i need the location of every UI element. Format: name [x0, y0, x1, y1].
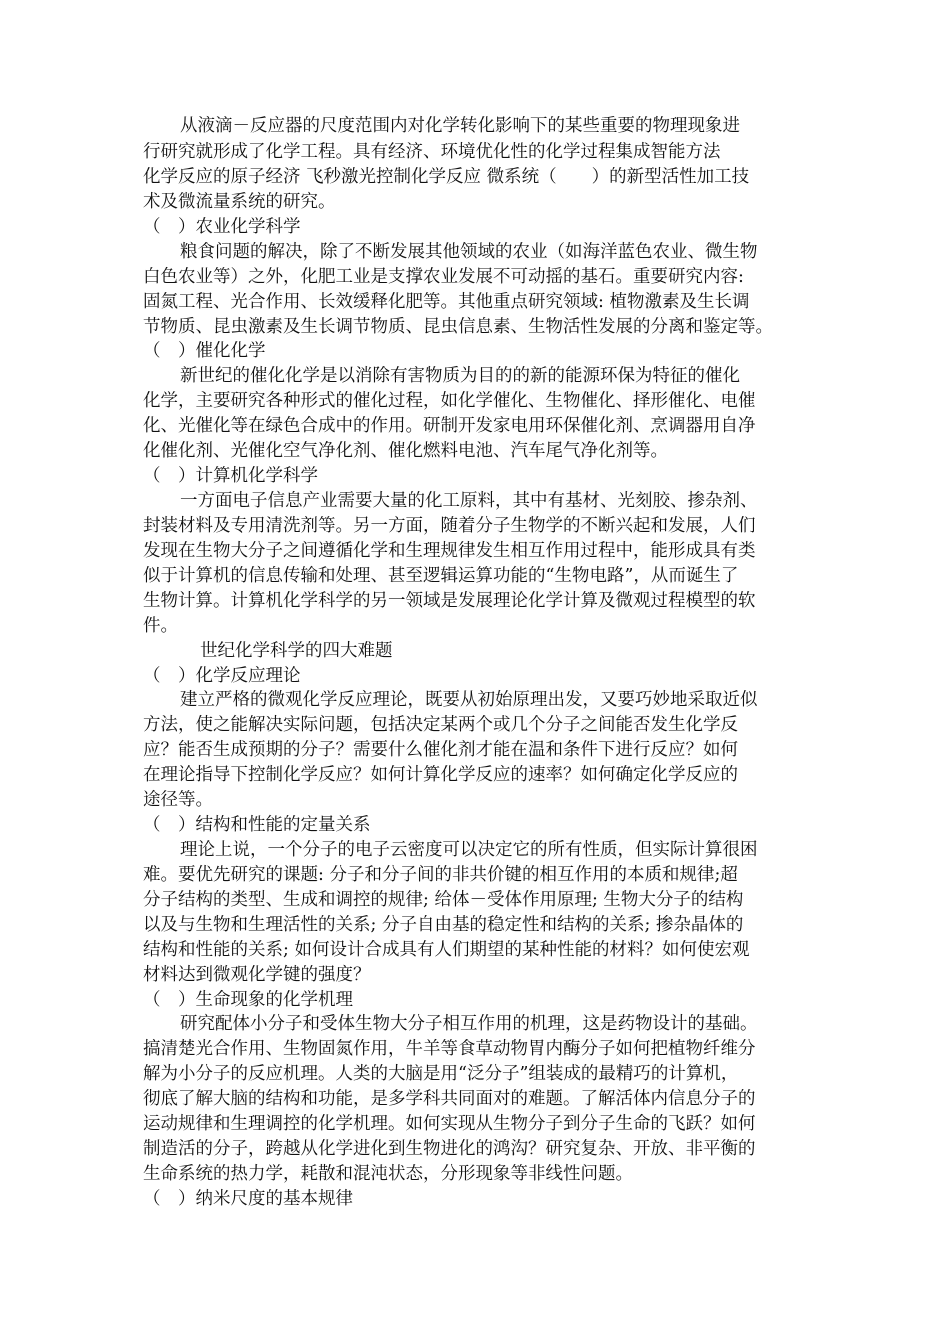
text-line: 方法，使之能解决实际问题，包括决定某两个或几个分子之间能否发生化学反	[143, 715, 738, 735]
text-line: 节物质、昆虫激素及生长调节物质、昆虫信息素、生物活性发展的分离和鉴定等。	[143, 317, 773, 337]
text-line: 应？能否生成预期的分子？需要什么催化剂才能在温和条件下进行反应？如何	[143, 740, 738, 760]
text-line: 件。	[143, 616, 178, 636]
section-heading: （ ）结构和性能的定量关系	[143, 815, 371, 835]
text-line: 化学，主要研究各种形式的催化过程，如化学催化、生物催化、择形催化、电催	[143, 391, 756, 411]
text-line: 白色农业等）之外，化肥工业是支撑农业发展不可动摇的基石。重要研究内容:	[143, 267, 744, 287]
text-line: 封装材料及专用清洗剂等。另一方面，随着分子生物学的不断兴起和发展，人们	[143, 516, 756, 536]
text-line: 行研究就形成了化学工程。具有经济、环境优化性的化学过程集成智能方法	[143, 142, 721, 162]
section-heading: （ ）计算机化学科学	[143, 466, 318, 486]
text-line: 以及与生物和生理活性的关系; 分子自由基的稳定性和结构的关系; 掺杂晶体的	[143, 915, 744, 935]
section-title: 世纪化学科学的四大难题	[200, 641, 393, 661]
text-line: 生命系统的热力学，耗散和混沌状态，分形现象等非线性问题。	[143, 1164, 633, 1184]
text-line: 化学反应的原子经济 飞秒激光控制化学反应 微系统（ ）的新型活性加工技	[143, 167, 750, 187]
text-line: 彻底了解大脑的结构和功能，是多学科共同面对的难题。了解活体内信息分子的	[143, 1089, 756, 1109]
section-heading: （ ）催化化学	[143, 341, 266, 361]
section-heading: （ ）生命现象的化学机理	[143, 990, 353, 1010]
text-line: 发现在生物大分子之间遵循化学和生理规律发生相互作用过程中，能形成具有类	[143, 541, 756, 561]
text-line: 在理论指导下控制化学反应？如何计算化学反应的速率？如何确定化学反应的	[143, 765, 738, 785]
text-line: 分子结构的类型、生成和调控的规律; 给体－受体作用原理; 生物大分子的结构	[143, 890, 744, 910]
text-line: 化、光催化等在绿色合成中的作用。研制开发家电用环保催化剂、烹调器用自净	[143, 416, 756, 436]
text-line: 难。要优先研究的课题: 分子和分子间的非共价键的相互作用的本质和规律;超	[143, 865, 738, 885]
text-line: 搞清楚光合作用、生物固氮作用，牛羊等食草动物胃内酶分子如何把植物纤维分	[143, 1039, 756, 1059]
text-line: 理论上说，一个分子的电子云密度可以决定它的所有性质，但实际计算很困	[180, 840, 758, 860]
text-line: 解为小分子的反应机理。人类的大脑是用“泛分子”组装成的最精巧的计算机，	[143, 1064, 739, 1084]
text-line: 运动规律和生理调控的化学机理。如何实现从生物分子到分子生命的飞跃？如何	[143, 1114, 756, 1134]
text-line: 从液滴－反应器的尺度范围内对化学转化影响下的某些重要的物理现象进	[180, 116, 740, 136]
text-line: 途径等。	[143, 790, 213, 810]
text-line: 术及微流量系统的研究。	[143, 192, 336, 212]
text-line: 生物计算。计算机化学科学的另一领域是发展理论化学计算及微观过程模型的软	[143, 591, 756, 611]
text-line: 材料达到微观化学键的强度？	[143, 965, 371, 985]
text-line: 固氮工程、光合作用、长效缓释化肥等。其他重点研究领域: 植物激素及生长调	[143, 292, 750, 312]
text-line: 研究配体小分子和受体生物大分子相互作用的机理，这是药物设计的基础。	[180, 1014, 758, 1034]
text-line: 化催化剂、光催化空气净化剂、催化燃料电池、汽车尾气净化剂等。	[143, 441, 668, 461]
text-line: 似于计算机的信息传输和处理、甚至逻辑运算功能的“生物电路”，从而诞生了	[143, 566, 739, 586]
text-line: 一方面电子信息产业需要大量的化工原料，其中有基材、光刻胶、掺杂剂、	[180, 491, 758, 511]
text-line: 粮食问题的解决，除了不断发展其他领域的农业（如海洋蓝色农业、微生物	[180, 242, 758, 262]
text-line: 建立严格的微观化学反应理论，既要从初始原理出发，又要巧妙地采取近似	[180, 690, 758, 710]
section-heading: （ ）纳米尺度的基本规律	[143, 1189, 353, 1209]
text-line: 结构和性能的关系; 如何设计合成具有人们期望的某种性能的材料？如何使宏观	[143, 940, 750, 960]
text-line: 制造活的分子，跨越从化学进化到生物进化的鸿沟？研究复杂、开放、非平衡的	[143, 1139, 756, 1159]
section-heading: （ ）农业化学科学	[143, 217, 301, 237]
section-heading: （ ）化学反应理论	[143, 666, 301, 686]
text-line: 新世纪的催化化学是以消除有害物质为目的的新的能源环保为特征的催化	[180, 366, 740, 386]
